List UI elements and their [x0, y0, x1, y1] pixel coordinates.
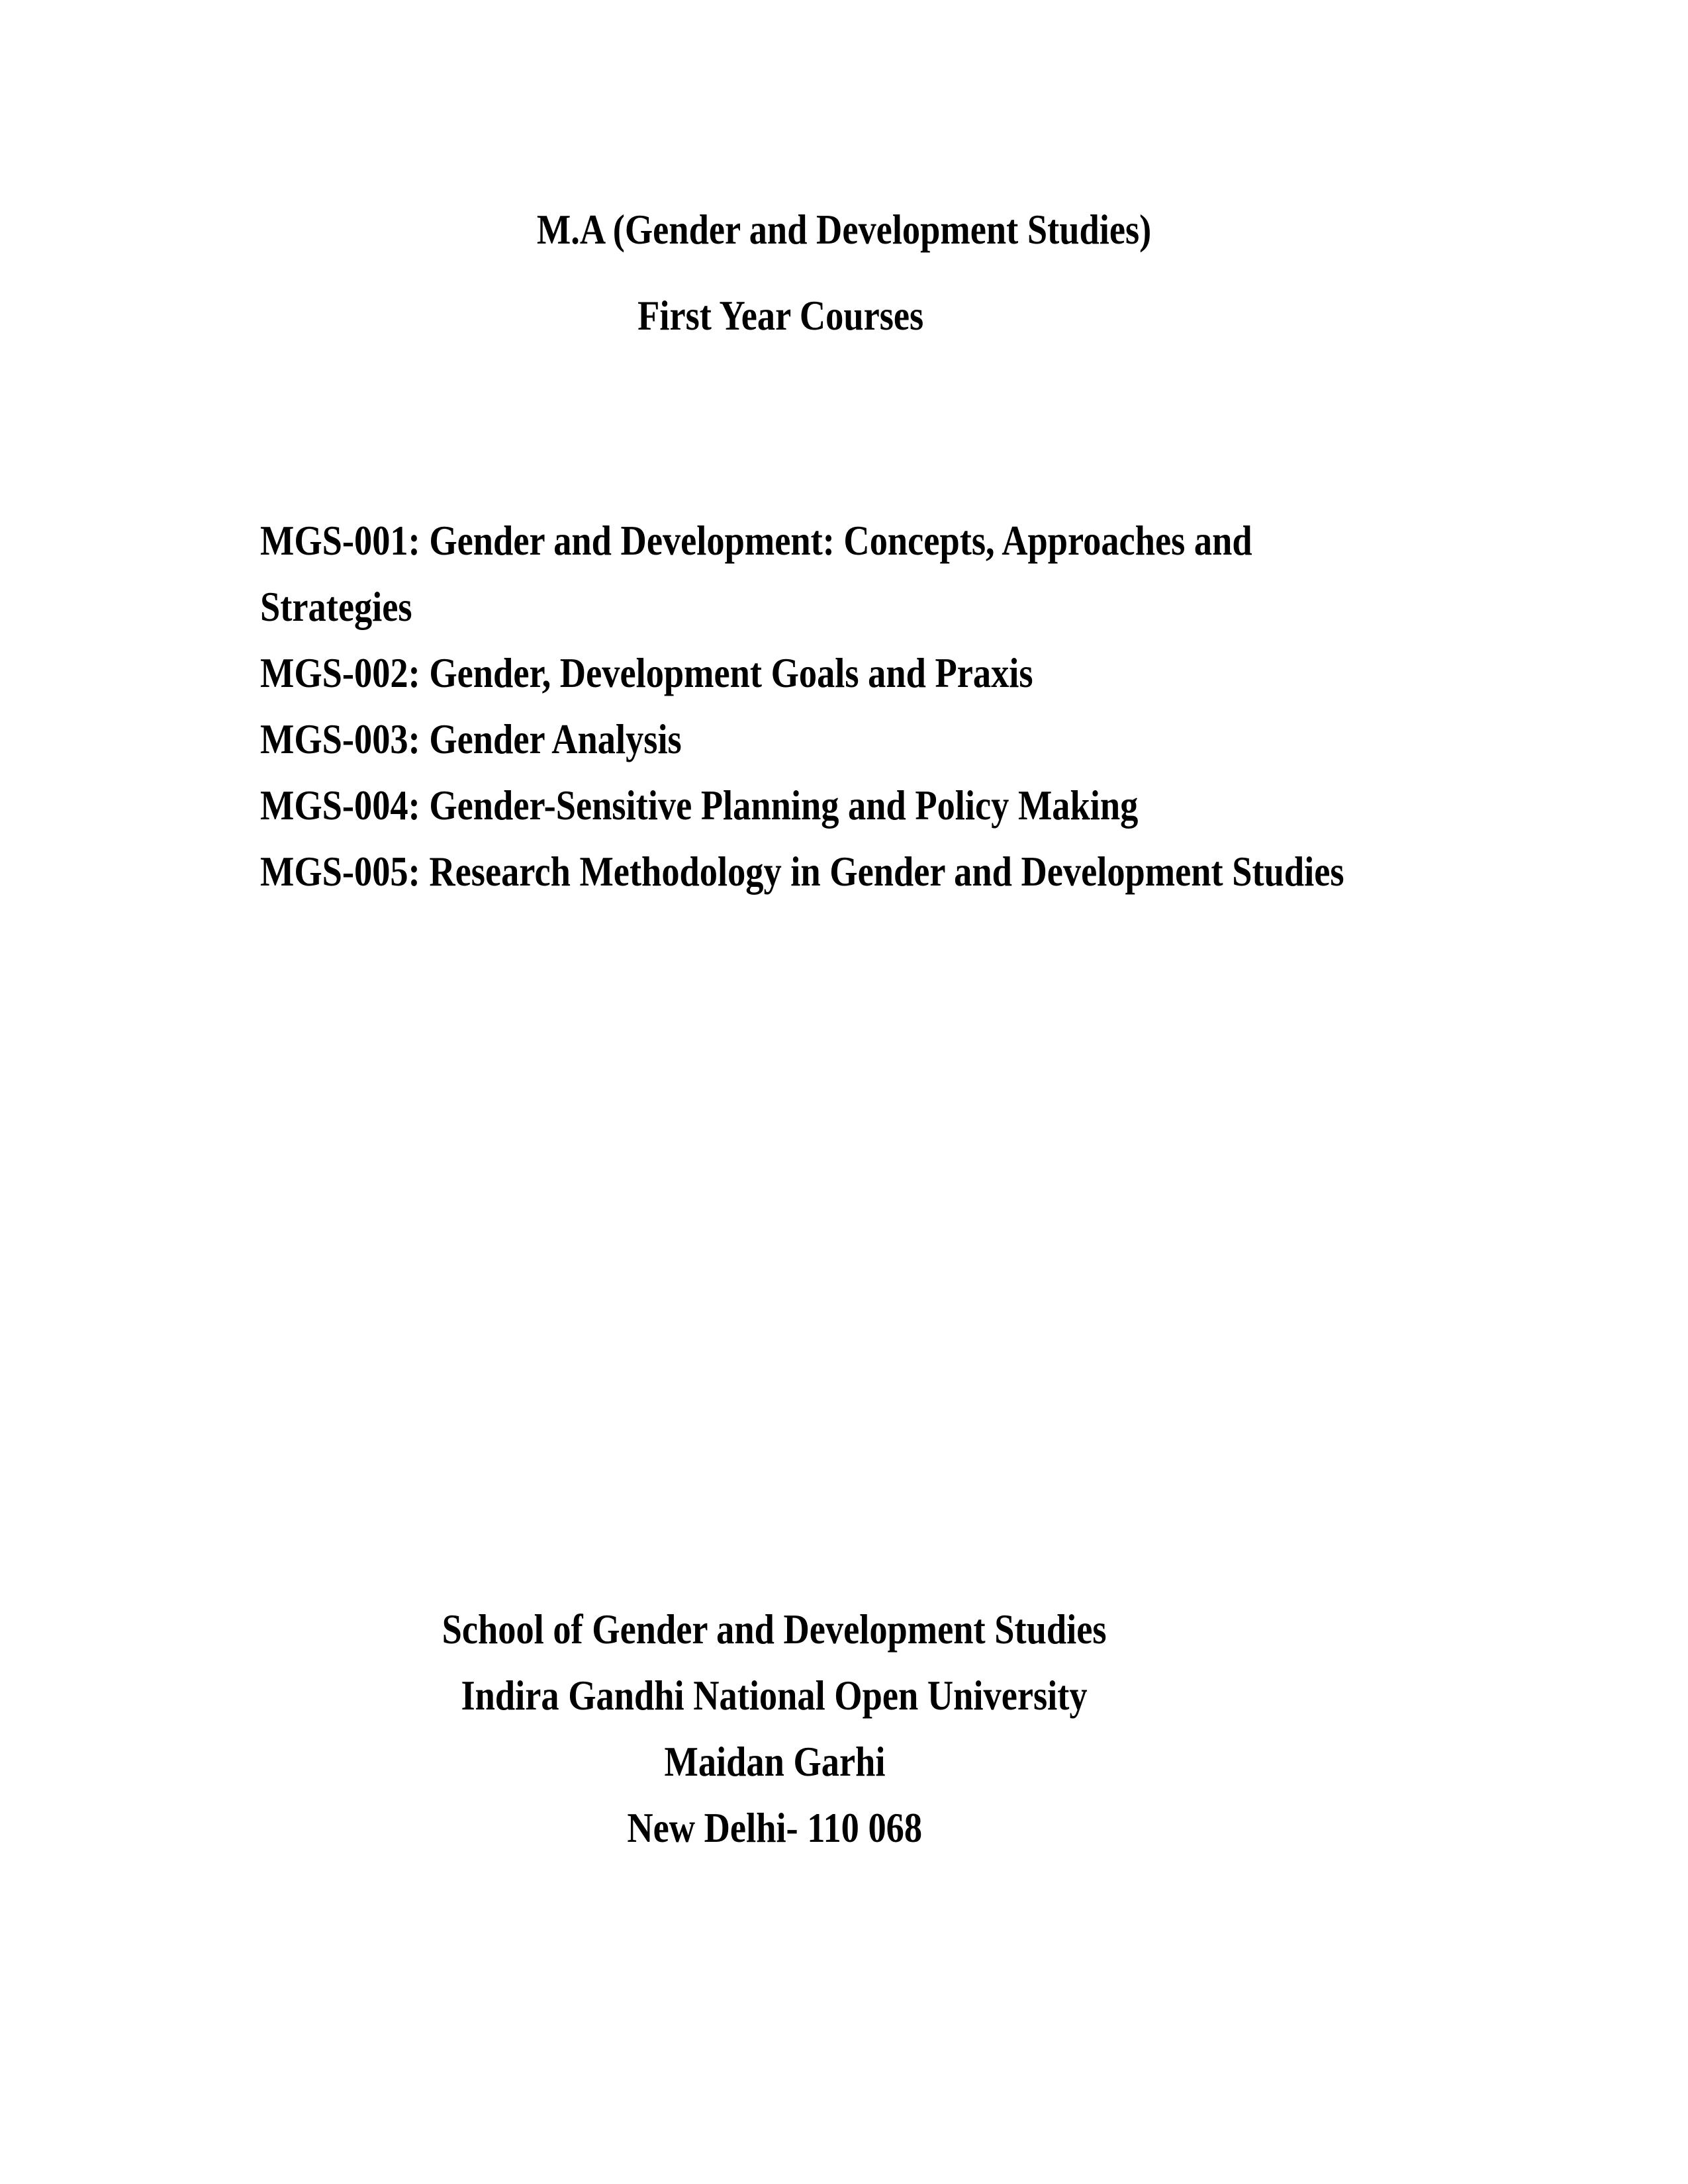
course-line-mgs-001-wrap: [260, 574, 1536, 640]
footer-locality-text: Maidan Garhi: [664, 1738, 885, 1785]
course-line-mgs-002: [260, 640, 1536, 706]
footer-university-line: [0, 1662, 1688, 1729]
footer-city-line: [0, 1795, 1688, 1861]
footer-university-text: Indira Gandhi National Open University: [461, 1672, 1088, 1719]
footer-address-block: [0, 1596, 1688, 1861]
course-line-mgs-004-text: MGS-004: Gender-Sensitive Planning and Policy Making: [260, 782, 1139, 829]
course-line-mgs-001-text: MGS-001: Gender and Development: Concepts, Approaches and: [260, 517, 1252, 564]
course-line-mgs-001: [260, 508, 1536, 574]
footer-locality-line: [0, 1729, 1688, 1795]
document-subtitle-text: First Year Courses: [637, 292, 924, 339]
course-line-mgs-003: [260, 706, 1536, 772]
document-subtitle: [0, 283, 1688, 349]
document-title: [0, 197, 1688, 263]
course-list: [260, 508, 1536, 905]
course-line-mgs-002-text: MGS-002: Gender, Development Goals and Praxis: [260, 649, 1033, 696]
document-title-text: M.A (Gender and Development Studies): [536, 206, 1152, 253]
course-line-mgs-005: [260, 839, 1536, 905]
course-line-mgs-004: [260, 772, 1536, 839]
footer-school-text: School of Gender and Development Studies: [442, 1606, 1107, 1653]
footer-city-text: New Delhi- 110 068: [627, 1804, 922, 1851]
course-line-mgs-001-wrap-text: Strategies: [260, 583, 412, 630]
footer-school-line: [0, 1596, 1688, 1662]
course-line-mgs-003-text: MGS-003: Gender Analysis: [260, 715, 682, 762]
course-line-mgs-005-text: MGS-005: Research Methodology in Gender and Development Studies: [260, 848, 1344, 895]
